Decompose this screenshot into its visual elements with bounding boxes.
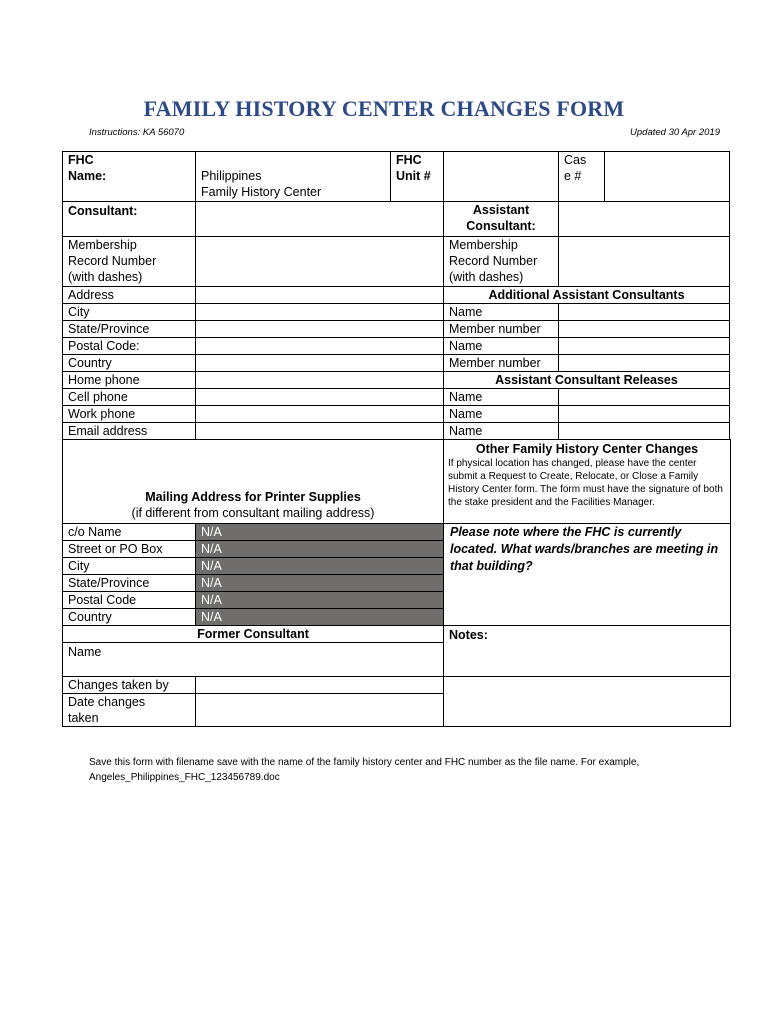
form-title: FAMILY HISTORY CENTER CHANGES FORM: [143, 96, 625, 121]
fhc-name-label: FHC Name:: [62, 151, 196, 202]
city-field[interactable]: [195, 303, 444, 321]
notes-continuation-field[interactable]: [443, 676, 731, 727]
notes-field[interactable]: [443, 625, 731, 677]
date-changes-taken-field[interactable]: [195, 693, 444, 727]
mailing-country-label: Country: [62, 608, 196, 626]
mailing-state-label: State/Province: [62, 574, 196, 592]
other-changes-instructions: If physical location has changed, please have the center submit a Request to Create, Relocate, or Close a Family History Center form. The form must have the signature of both the stake president and the Facilities Manager.: [448, 458, 723, 508]
state-province-field[interactable]: [195, 320, 444, 338]
additional-member-number-label-2: Member number: [443, 354, 559, 372]
release-name-label-2: Name: [443, 405, 559, 423]
consultant-label: Consultant:: [62, 201, 196, 237]
fhc-location-note[interactable]: Please note where the FHC is currently located. What wards/branches are meeting in that building?: [443, 523, 731, 627]
cell-phone-label: Cell phone: [62, 388, 196, 406]
consultant-field[interactable]: [195, 201, 444, 237]
mailing-street-field[interactable]: N/A: [195, 540, 444, 558]
case-number-field[interactable]: [604, 151, 730, 202]
postal-code-label: Postal Code:: [62, 337, 196, 355]
release-name-label-1: Name: [443, 388, 559, 406]
cell-phone-field[interactable]: [195, 388, 444, 406]
other-changes-box: [443, 439, 731, 524]
release-name-label-3: Name: [443, 422, 559, 440]
work-phone-field[interactable]: [195, 405, 444, 423]
assistant-consultant-field[interactable]: [558, 201, 730, 237]
home-phone-label: Home phone: [62, 371, 196, 389]
city-label: City: [62, 303, 196, 321]
mailing-postal-code-label: Postal Code: [62, 591, 196, 609]
assistant-consultant-label: Assistant Consultant:: [443, 201, 559, 237]
additional-name-label-2: Name: [443, 337, 559, 355]
country-field[interactable]: [195, 354, 444, 372]
fhc-name-field[interactable]: Philippines Family History Center: [195, 151, 391, 202]
release-name-field-1[interactable]: [558, 388, 730, 406]
work-phone-label: Work phone: [62, 405, 196, 423]
additional-name-field-1[interactable]: [558, 303, 730, 321]
updated-label: Updated 30 Apr 2019: [630, 127, 720, 138]
mailing-address-header: [62, 439, 444, 524]
changes-taken-by-field[interactable]: [195, 676, 444, 694]
mailing-city-label: City: [62, 557, 196, 575]
consultant-membership-label: Membership Record Number (with dashes): [62, 236, 196, 287]
fhc-unit-label: FHC Unit #: [390, 151, 444, 202]
email-address-label: Email address: [62, 422, 196, 440]
mailing-co-name-field[interactable]: N/A: [195, 523, 444, 541]
former-consultant-header: Former Consultant: [62, 625, 444, 643]
fhc-unit-field[interactable]: [443, 151, 559, 202]
instructions-label: Instructions: KA 56070: [89, 127, 185, 138]
assistant-releases-header: Assistant Consultant Releases: [443, 371, 730, 389]
release-name-field-3[interactable]: [558, 422, 730, 440]
mailing-country-field[interactable]: N/A: [195, 608, 444, 626]
assistant-membership-label: Membership Record Number (with dashes): [443, 236, 559, 287]
release-name-field-2[interactable]: [558, 405, 730, 423]
mailing-city-field[interactable]: N/A: [195, 557, 444, 575]
consultant-membership-field[interactable]: [195, 236, 444, 287]
email-address-field[interactable]: [195, 422, 444, 440]
former-consultant-name-field[interactable]: [62, 642, 444, 677]
save-instructions-footer: Save this form with filename save with the name of the family history center and FHC number as the file name. For example, Angeles_Philippines_FHC_123456789.doc: [89, 757, 640, 783]
date-changes-taken-label: Date changes taken: [62, 693, 196, 727]
assistant-membership-field[interactable]: [558, 236, 730, 287]
additional-name-label-1: Name: [443, 303, 559, 321]
mailing-address-subtitle: (if different from consultant mailing address): [131, 506, 375, 520]
mailing-street-label: Street or PO Box: [62, 540, 196, 558]
additional-assistants-header: Additional Assistant Consultants: [443, 286, 730, 304]
case-number-label: Cas e #: [558, 151, 605, 202]
address-label: Address: [62, 286, 196, 304]
country-label: Country: [62, 354, 196, 372]
additional-member-number-label-1: Member number: [443, 320, 559, 338]
address-field[interactable]: [195, 286, 444, 304]
changes-taken-by-label: Changes taken by: [62, 676, 196, 694]
notes-label: Notes:: [449, 628, 488, 642]
mailing-postal-code-field[interactable]: N/A: [195, 591, 444, 609]
state-province-label: State/Province: [62, 320, 196, 338]
mailing-state-field[interactable]: N/A: [195, 574, 444, 592]
additional-member-number-field-2[interactable]: [558, 354, 730, 372]
mailing-co-name-label: c/o Name: [62, 523, 196, 541]
postal-code-field[interactable]: [195, 337, 444, 355]
other-changes-header: Other Family History Center Changes: [475, 442, 699, 456]
additional-member-number-field-1[interactable]: [558, 320, 730, 338]
additional-name-field-2[interactable]: [558, 337, 730, 355]
home-phone-field[interactable]: [195, 371, 444, 389]
former-consultant-name-label: Name: [68, 645, 102, 659]
mailing-address-title: Mailing Address for Printer Supplies: [145, 490, 361, 504]
